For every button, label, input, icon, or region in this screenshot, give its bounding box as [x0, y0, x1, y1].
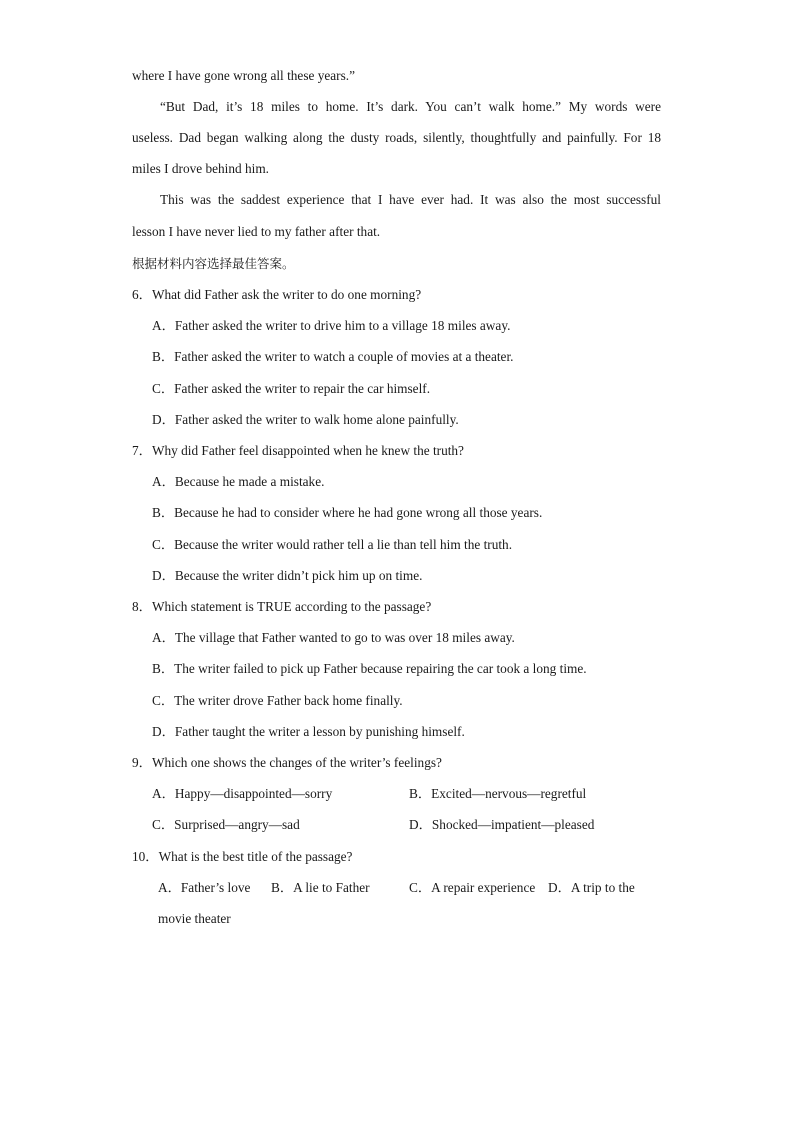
- question-stem: 10．What is the best title of the passage?: [132, 849, 353, 864]
- option-b[interactable]: B．Because he had to consider where he had gone wrong all those years.: [152, 505, 543, 520]
- option-c[interactable]: C．Because the writer would rather tell a lie than tell him the truth.: [152, 537, 513, 552]
- option-c[interactable]: C．Father asked the writer to repair the car himself.: [152, 381, 431, 396]
- option-a[interactable]: A．Father’s love: [158, 880, 251, 895]
- option-c[interactable]: C．Surprised—angry—sad: [152, 817, 300, 832]
- option-a[interactable]: A．Happy—disappointed—sorry: [152, 786, 333, 801]
- option-a[interactable]: A．The village that Father wanted to go to was over 18 miles away.: [152, 630, 515, 645]
- passage-line: useless. Dad began walking along the dusty roads, silently, thoughtfully and painfully. For 18: [132, 130, 661, 145]
- passage-line: where I have gone wrong all these years.”: [132, 68, 355, 83]
- option-d[interactable]: D．A trip to the: [548, 880, 635, 895]
- option-b[interactable]: B．Excited—nervous—regretful: [409, 786, 587, 801]
- question-stem: 6．What did Father ask the writer to do one morning?: [132, 287, 422, 302]
- option-c[interactable]: C．A repair experience: [409, 880, 536, 895]
- question-stem: 7．Why did Father feel disappointed when he knew the truth?: [132, 443, 464, 458]
- question-stem: 8．Which statement is TRUE according to the passage?: [132, 599, 432, 614]
- option-d[interactable]: D．Shocked—impatient—pleased: [409, 817, 595, 832]
- passage-line: miles I drove behind him.: [132, 161, 270, 176]
- option-b[interactable]: B．A lie to Father: [271, 880, 370, 895]
- option-d-continued[interactable]: movie theater: [158, 911, 231, 926]
- passage-line: “But Dad, it’s 18 miles to home. It’s dark. You can’t walk home.” My words were: [160, 99, 661, 114]
- passage-line: lesson I have never lied to my father after that.: [132, 224, 381, 239]
- passage-line: This was the saddest experience that I have ever had. It was also the most successful: [160, 192, 661, 207]
- option-d[interactable]: D．Because the writer didn’t pick him up on time.: [152, 568, 423, 583]
- option-b[interactable]: B．The writer failed to pick up Father because repairing the car took a long time.: [152, 661, 587, 676]
- option-d[interactable]: D．Father taught the writer a lesson by punishing himself.: [152, 724, 465, 739]
- option-a[interactable]: A．Because he made a mistake.: [152, 474, 325, 489]
- option-a[interactable]: A．Father asked the writer to drive him to a village 18 miles away.: [152, 318, 511, 333]
- option-c[interactable]: C．The writer drove Father back home finally.: [152, 693, 403, 708]
- instruction-text: 根据材料内容选择最佳答案。: [132, 256, 295, 271]
- option-d[interactable]: D．Father asked the writer to walk home alone painfully.: [152, 412, 459, 427]
- question-stem: 9．Which one shows the changes of the writer’s feelings?: [132, 755, 442, 770]
- option-b[interactable]: B．Father asked the writer to watch a couple of movies at a theater.: [152, 349, 514, 364]
